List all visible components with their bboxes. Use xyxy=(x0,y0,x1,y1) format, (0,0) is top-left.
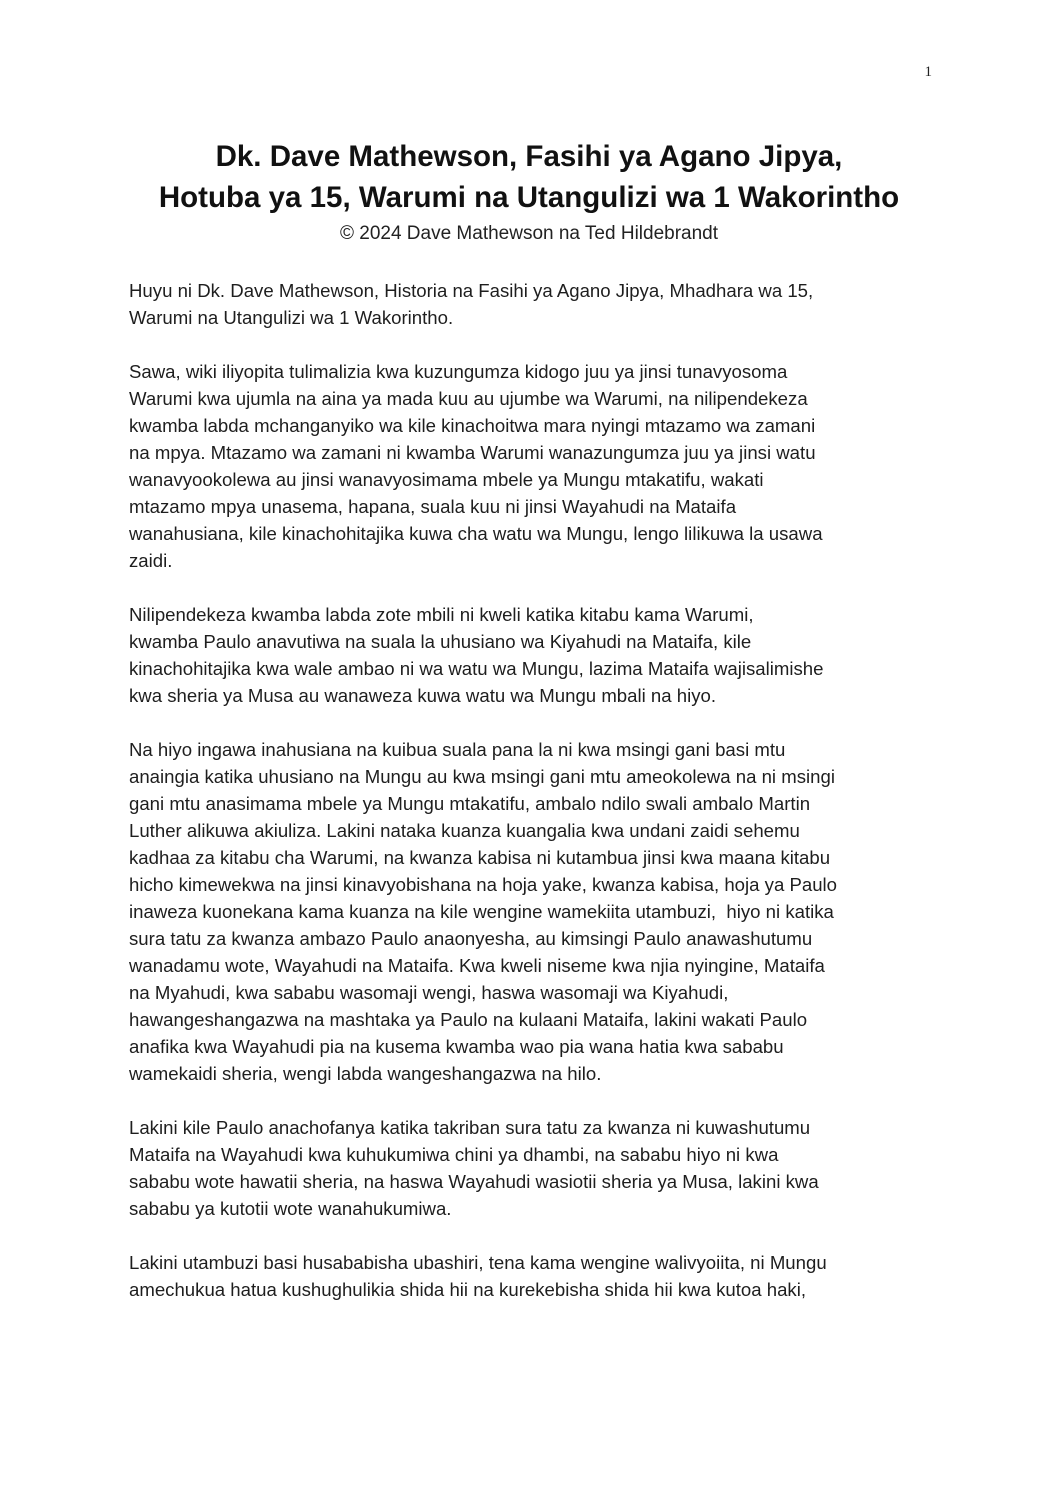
text-line: gani mtu anasimama mbele ya Mungu mtakatifu, ambalo ndilo swali ambalo Martin xyxy=(129,793,811,814)
text-line: Na hiyo ingawa inahusiana na kuibua suala pana la ni kwa msingi gani basi mtu xyxy=(129,739,786,760)
text-line: Warumi na Utangulizi wa 1 Wakorintho. xyxy=(129,307,454,328)
text-line: wamekaidi sheria, wengi labda wangeshangazwa na hilo. xyxy=(129,1063,602,1084)
text-line: zaidi. xyxy=(129,550,173,571)
copyright-line: © 2024 Dave Mathewson na Ted Hildebrandt xyxy=(339,223,719,244)
text-line: mtazamo mpya unasema, hapana, suala kuu ni jinsi Wayahudi na Mataifa xyxy=(129,496,737,517)
text-line: Luther alikuwa akiuliza. Lakini nataka kuanza kuangalia kwa undani zaidi sehemu xyxy=(129,820,800,841)
text-line: Mataifa na Wayahudi kwa kuhukumiwa chini ya dhambi, na sababu hiyo ni kwa xyxy=(129,1144,779,1165)
text-line: kwamba labda mchanganyiko wa kile kinachoitwa mara nyingi mtazamo wa zamani xyxy=(129,415,816,436)
body-text xyxy=(129,277,949,1330)
text-line: na mpya. Mtazamo wa zamani ni kwamba Warumi wanazungumza juu ya jinsi watu xyxy=(129,442,816,463)
paragraph-intro xyxy=(129,277,949,331)
page-number: 1 xyxy=(924,64,932,80)
text-line: wanahusiana, kile kinachohitajika kuwa cha watu wa Mungu, lengo lilikuwa la usawa xyxy=(129,523,823,544)
text-line: hicho kimewekwa na jinsi kinavyobishana na hoja yake, kwanza kabisa, hoja ya Paulo xyxy=(129,874,838,895)
paragraph-5 xyxy=(129,1114,949,1222)
text-line: Warumi kwa ujumla na aina ya mada kuu au ujumbe wa Warumi, na nilipendekeza xyxy=(129,388,808,409)
text-line: kwamba Paulo anavutiwa na suala la uhusiano wa Kiyahudi na Mataifa, kile xyxy=(129,631,752,652)
title-line-2: Hotuba ya 15, Warumi na Utangulizi wa 1 Wakorintho xyxy=(158,181,900,214)
text-line: Lakini kile Paulo anachofanya katika takriban sura tatu za kwanza ni kuwashutumu xyxy=(129,1117,811,1138)
paragraph-3 xyxy=(129,601,949,709)
text-line: inaweza kuonekana kama kuanza na kile wengine wamekiita utambuzi, hiyo ni katika xyxy=(129,901,834,922)
title-block xyxy=(100,136,958,248)
text-line: Huyu ni Dk. Dave Mathewson, Historia na Fasihi ya Agano Jipya, Mhadhara wa 15, xyxy=(129,280,814,301)
text-line: wanavyookolewa au jinsi wanavyosimama mbele ya Mungu mtakatifu, wakati xyxy=(129,469,764,490)
paragraph-4 xyxy=(129,736,949,1087)
text-line: sura tatu za kwanza ambazo Paulo anaonyesha, au kimsingi Paulo anawashutumu xyxy=(129,928,813,949)
paragraph-6 xyxy=(129,1249,949,1303)
text-line: Nilipendekeza kwamba labda zote mbili ni kweli katika kitabu kama Warumi, xyxy=(129,604,754,625)
text-line: Sawa, wiki iliyopita tulimalizia kwa kuzungumza kidogo juu ya jinsi tunavyosoma xyxy=(129,361,788,382)
paragraph-2 xyxy=(129,358,949,574)
text-line: na Myahudi, kwa sababu wasomaji wengi, haswa wasomaji wa Kiyahudi, xyxy=(129,982,729,1003)
text-line: kinachohitajika kwa wale ambao ni wa watu wa Mungu, lazima Mataifa wajisalimishe xyxy=(129,658,824,679)
text-line: kwa sheria ya Musa au wanaweza kuwa watu wa Mungu mbali na hiyo. xyxy=(129,685,717,706)
text-line: sababu ya kutotii wote wanahukumiwa. xyxy=(129,1198,452,1219)
title-line-1: Dk. Dave Mathewson, Fasihi ya Agano Jipya, xyxy=(215,140,843,173)
text-line: Lakini utambuzi basi husababisha ubashiri, tena kama wengine walivyoiita, ni Mungu xyxy=(129,1252,827,1273)
text-line: kadhaa za kitabu cha Warumi, na kwanza kabisa ni kutambua jinsi kwa maana kitabu xyxy=(129,847,831,868)
text-line: amechukua hatua kushughulikia shida hii na kurekebisha shida hii kwa kutoa haki, xyxy=(129,1279,807,1300)
text-line: sababu wote hawatii sheria, na haswa Wayahudi wasiotii sheria ya Musa, lakini kwa xyxy=(129,1171,819,1192)
text-line: anaingia katika uhusiano na Mungu au kwa msingi gani mtu ameokolewa na ni msingi xyxy=(129,766,835,787)
text-line: anafika kwa Wayahudi pia na kusema kwamba wao pia wana hatia kwa sababu xyxy=(129,1036,784,1057)
text-line: wanadamu wote, Wayahudi na Mataifa. Kwa kweli niseme kwa njia nyingine, Mataifa xyxy=(129,955,825,976)
text-line: hawangeshangazwa na mashtaka ya Paulo na kulaani Mataifa, lakini wakati Paulo xyxy=(129,1009,808,1030)
